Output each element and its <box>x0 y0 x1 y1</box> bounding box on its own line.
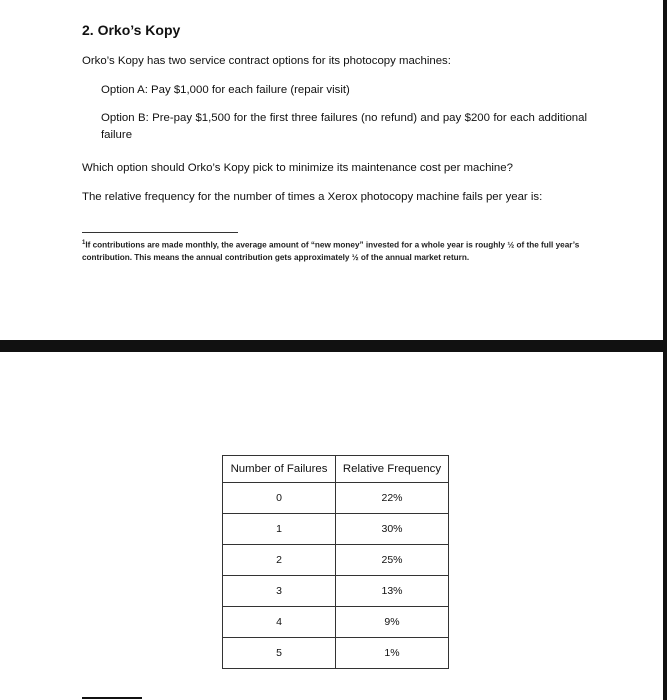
failures-cell: 5 <box>223 638 336 669</box>
failures-cell: 0 <box>223 483 336 514</box>
intro-paragraph: Orko’s Kopy has two service contract options for its photocopy machines: <box>82 55 451 67</box>
failures-cell: 1 <box>223 514 336 545</box>
option-a-text: Option A: Pay $1,000 for each failure (repair visit) <box>101 84 350 96</box>
frequency-cell: 13% <box>336 576 449 607</box>
page-divider <box>0 340 667 352</box>
failures-cell: 2 <box>223 545 336 576</box>
frequency-cell: 22% <box>336 483 449 514</box>
failures-cell: 3 <box>223 576 336 607</box>
failures-cell: 4 <box>223 607 336 638</box>
table-row <box>223 483 449 514</box>
table-row <box>223 576 449 607</box>
footnote-rule <box>82 232 238 233</box>
footnote-marker: 1 <box>82 240 86 246</box>
section-heading: 2. Orko’s Kopy <box>82 22 181 38</box>
question-text: Which option should Orko’s Kopy pick to minimize its maintenance cost per machine? <box>82 162 513 174</box>
frequency-cell: 30% <box>336 514 449 545</box>
table-row <box>223 545 449 576</box>
relative-frequency-intro: The relative frequency for the number of times a Xerox photocopy machine fails per year is: <box>82 191 543 203</box>
page-top-sheet <box>0 0 667 340</box>
header-number-of-failures: Number of Failures <box>223 456 336 483</box>
failure-frequency-table <box>222 455 449 669</box>
table-row <box>223 514 449 545</box>
table-row <box>223 638 449 669</box>
frequency-cell: 1% <box>336 638 449 669</box>
cropped-next-heading <box>82 691 142 700</box>
header-relative-frequency: Relative Frequency <box>336 456 449 483</box>
footnote-text: If contributions are made monthly, the average amount of “new money” invested for a whole year is roughly ½ of the full year’s contribution. This means the annual contribution gets approximately ½ of the annual market return. <box>82 240 580 262</box>
table-row <box>223 607 449 638</box>
table-header-row <box>223 456 449 483</box>
frequency-cell: 9% <box>336 607 449 638</box>
option-b-text: Option B: Pre-pay $1,500 for the first three failures (no refund) and pay $200 for each additional failure <box>101 112 587 141</box>
footnote <box>82 237 592 264</box>
frequency-cell: 25% <box>336 545 449 576</box>
